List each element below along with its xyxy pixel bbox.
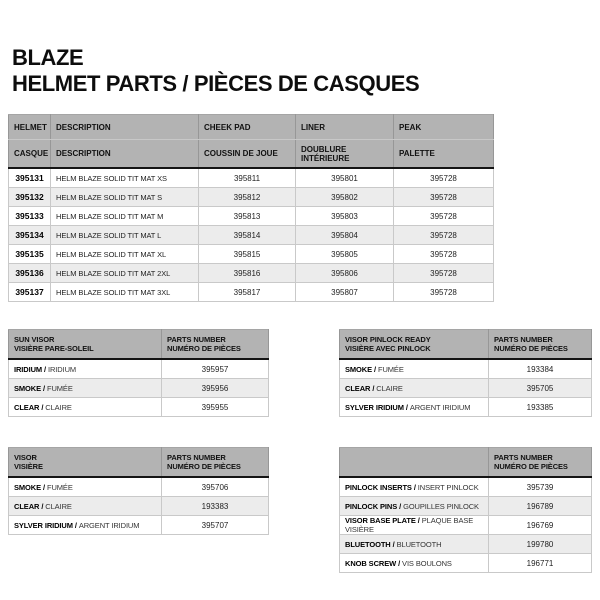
parts-number-header: [489, 448, 592, 478]
part-label: BLUETOOTH / BLUETOOTH: [340, 535, 489, 554]
table-row: [340, 554, 592, 573]
col-header-liner: LINER: [296, 115, 394, 140]
table-row: [340, 516, 592, 535]
accessories-table: [339, 447, 592, 573]
table-row: [9, 207, 494, 226]
parts-number-header: [489, 330, 592, 360]
description-cell: HELM BLAZE SOLID TIT MAT L: [51, 226, 199, 245]
part-number-cell: 395739: [489, 477, 592, 497]
liner-cell: 395807: [296, 283, 394, 302]
table-header-row: [340, 330, 592, 360]
liner-cell: 395804: [296, 226, 394, 245]
header-fr: VISIÈRE AVEC PINLOCK: [345, 344, 431, 353]
part-number-cell: 395705: [489, 379, 592, 398]
description-cell: HELM BLAZE SOLID TIT MAT M: [51, 207, 199, 226]
cheek-pad-cell: 395811: [199, 168, 296, 188]
visor-header: [9, 448, 162, 478]
header-en: PARTS NUMBER: [494, 335, 553, 344]
table-header-row: [9, 330, 269, 360]
page-title-subtitle: HELMET PARTS / PIÈCES DE CASQUES: [12, 71, 420, 96]
col-header-peak: PEAK: [394, 115, 494, 140]
visor-pinlock-ready-table: [339, 329, 592, 417]
table-row: [340, 379, 592, 398]
col-header-cheek-pad: CHEEK PAD: [199, 115, 296, 140]
table-header-row: [340, 448, 592, 478]
peak-cell: 395728: [394, 207, 494, 226]
table-row: [9, 398, 269, 417]
table-row: [9, 497, 269, 516]
part-label: CLEAR / CLAIRE: [340, 379, 489, 398]
description-cell: HELM BLAZE SOLID TIT MAT S: [51, 188, 199, 207]
col-header-palette: PALETTE: [394, 140, 494, 169]
sun-visor-table: [8, 329, 269, 417]
header-en: VISOR PINLOCK READY: [345, 335, 431, 344]
header-en: VISOR: [14, 453, 37, 462]
helmet-number-cell: 395133: [9, 207, 51, 226]
cheek-pad-cell: 395816: [199, 264, 296, 283]
page-title: [0, 0, 600, 97]
helmet-number-cell: 395136: [9, 264, 51, 283]
peak-cell: 395728: [394, 245, 494, 264]
sun-visor-header: [9, 330, 162, 360]
liner-cell: 395805: [296, 245, 394, 264]
peak-cell: 395728: [394, 188, 494, 207]
main-parts-table: [8, 114, 494, 302]
helmet-number-cell: 395135: [9, 245, 51, 264]
parts-number-header: [162, 448, 269, 478]
part-number-cell: 199780: [489, 535, 592, 554]
part-number-cell: 395706: [162, 477, 269, 497]
part-label: SYLVER IRIDIUM / ARGENT IRIDIUM: [340, 398, 489, 417]
header-fr: VISIÈRE PARE-SOLEIL: [14, 344, 94, 353]
col-header-description-fr: DESCRIPTION: [51, 140, 199, 169]
col-header-description: DESCRIPTION: [51, 115, 199, 140]
page-title-model: BLAZE: [12, 45, 84, 70]
table-row: [9, 477, 269, 497]
liner-cell: 395806: [296, 264, 394, 283]
table-row: [9, 226, 494, 245]
description-cell: HELM BLAZE SOLID TIT MAT 3XL: [51, 283, 199, 302]
header-en: PARTS NUMBER: [494, 453, 553, 462]
table-row: [340, 497, 592, 516]
part-label: VISOR BASE PLATE / PLAQUE BASE VISIÈRE: [340, 516, 489, 535]
helmet-number-cell: 395131: [9, 168, 51, 188]
table-row: [9, 283, 494, 302]
header-fr: NUMÉRO DE PIÈCES: [494, 344, 568, 353]
part-number-cell: 196771: [489, 554, 592, 573]
liner-cell: 395803: [296, 207, 394, 226]
table-row: [9, 245, 494, 264]
peak-cell: 395728: [394, 264, 494, 283]
cheek-pad-cell: 395815: [199, 245, 296, 264]
table-row: [9, 359, 269, 379]
part-number-cell: 193384: [489, 359, 592, 379]
description-cell: HELM BLAZE SOLID TIT MAT 2XL: [51, 264, 199, 283]
col-header-helmet: HELMET: [9, 115, 51, 140]
part-label: SMOKE / FUMÉE: [9, 379, 162, 398]
part-label: CLEAR / CLAIRE: [9, 497, 162, 516]
part-number-cell: 395955: [162, 398, 269, 417]
cheek-pad-cell: 395812: [199, 188, 296, 207]
subtables-row-1: [8, 329, 600, 417]
part-label: IRIDIUM / IRIDIUM: [9, 359, 162, 379]
description-cell: HELM BLAZE SOLID TIT MAT XS: [51, 168, 199, 188]
table-row: [9, 188, 494, 207]
helmet-number-cell: 395132: [9, 188, 51, 207]
table-row: [9, 379, 269, 398]
col-header-casque: CASQUE: [9, 140, 51, 169]
main-header-row-fr: [9, 140, 494, 169]
peak-cell: 395728: [394, 168, 494, 188]
part-number-cell: 196789: [489, 497, 592, 516]
cheek-pad-cell: 395813: [199, 207, 296, 226]
header-fr: NUMÉRO DE PIÈCES: [167, 462, 241, 471]
parts-number-header: [162, 330, 269, 360]
header-en: SUN VISOR: [14, 335, 55, 344]
part-number-cell: 196769: [489, 516, 592, 535]
liner-cell: 395802: [296, 188, 394, 207]
header-fr: NUMÉRO DE PIÈCES: [494, 462, 568, 471]
header-fr: VISIÈRE: [14, 462, 43, 471]
part-label: CLEAR / CLAIRE: [9, 398, 162, 417]
col-header-doublure: DOUBLURE INTÉRIEURE: [296, 140, 394, 169]
peak-cell: 395728: [394, 283, 494, 302]
part-number-cell: 395957: [162, 359, 269, 379]
table-row: [340, 535, 592, 554]
part-number-cell: 193385: [489, 398, 592, 417]
header-en: PARTS NUMBER: [167, 453, 226, 462]
empty-header-cell: [340, 448, 489, 478]
part-label: SYLVER IRIDIUM / ARGENT IRIDIUM: [9, 516, 162, 535]
table-header-row: [9, 448, 269, 478]
subtables-row-2: [8, 447, 600, 573]
visor-table: [8, 447, 269, 535]
helmet-number-cell: 395137: [9, 283, 51, 302]
col-header-coussin: COUSSIN DE JOUE: [199, 140, 296, 169]
part-label: PINLOCK INSERTS / INSERT PINLOCK: [340, 477, 489, 497]
table-row: [9, 168, 494, 188]
table-row: [340, 398, 592, 417]
cheek-pad-cell: 395817: [199, 283, 296, 302]
header-fr: NUMÉRO DE PIÈCES: [167, 344, 241, 353]
description-cell: HELM BLAZE SOLID TIT MAT XL: [51, 245, 199, 264]
part-label: SMOKE / FUMÉE: [9, 477, 162, 497]
part-number-cell: 395707: [162, 516, 269, 535]
table-row: [9, 516, 269, 535]
header-en: PARTS NUMBER: [167, 335, 226, 344]
visor-pinlock-header: [340, 330, 489, 360]
part-label: SMOKE / FUMÉE: [340, 359, 489, 379]
table-row: [9, 264, 494, 283]
peak-cell: 395728: [394, 226, 494, 245]
part-number-cell: 193383: [162, 497, 269, 516]
main-header-row-en: [9, 115, 494, 140]
part-number-cell: 395956: [162, 379, 269, 398]
part-label: KNOB SCREW / VIS BOULONS: [340, 554, 489, 573]
table-row: [340, 477, 592, 497]
table-row: [340, 359, 592, 379]
part-label: PINLOCK PINS / GOUPILLES PINLOCK: [340, 497, 489, 516]
liner-cell: 395801: [296, 168, 394, 188]
cheek-pad-cell: 395814: [199, 226, 296, 245]
helmet-number-cell: 395134: [9, 226, 51, 245]
